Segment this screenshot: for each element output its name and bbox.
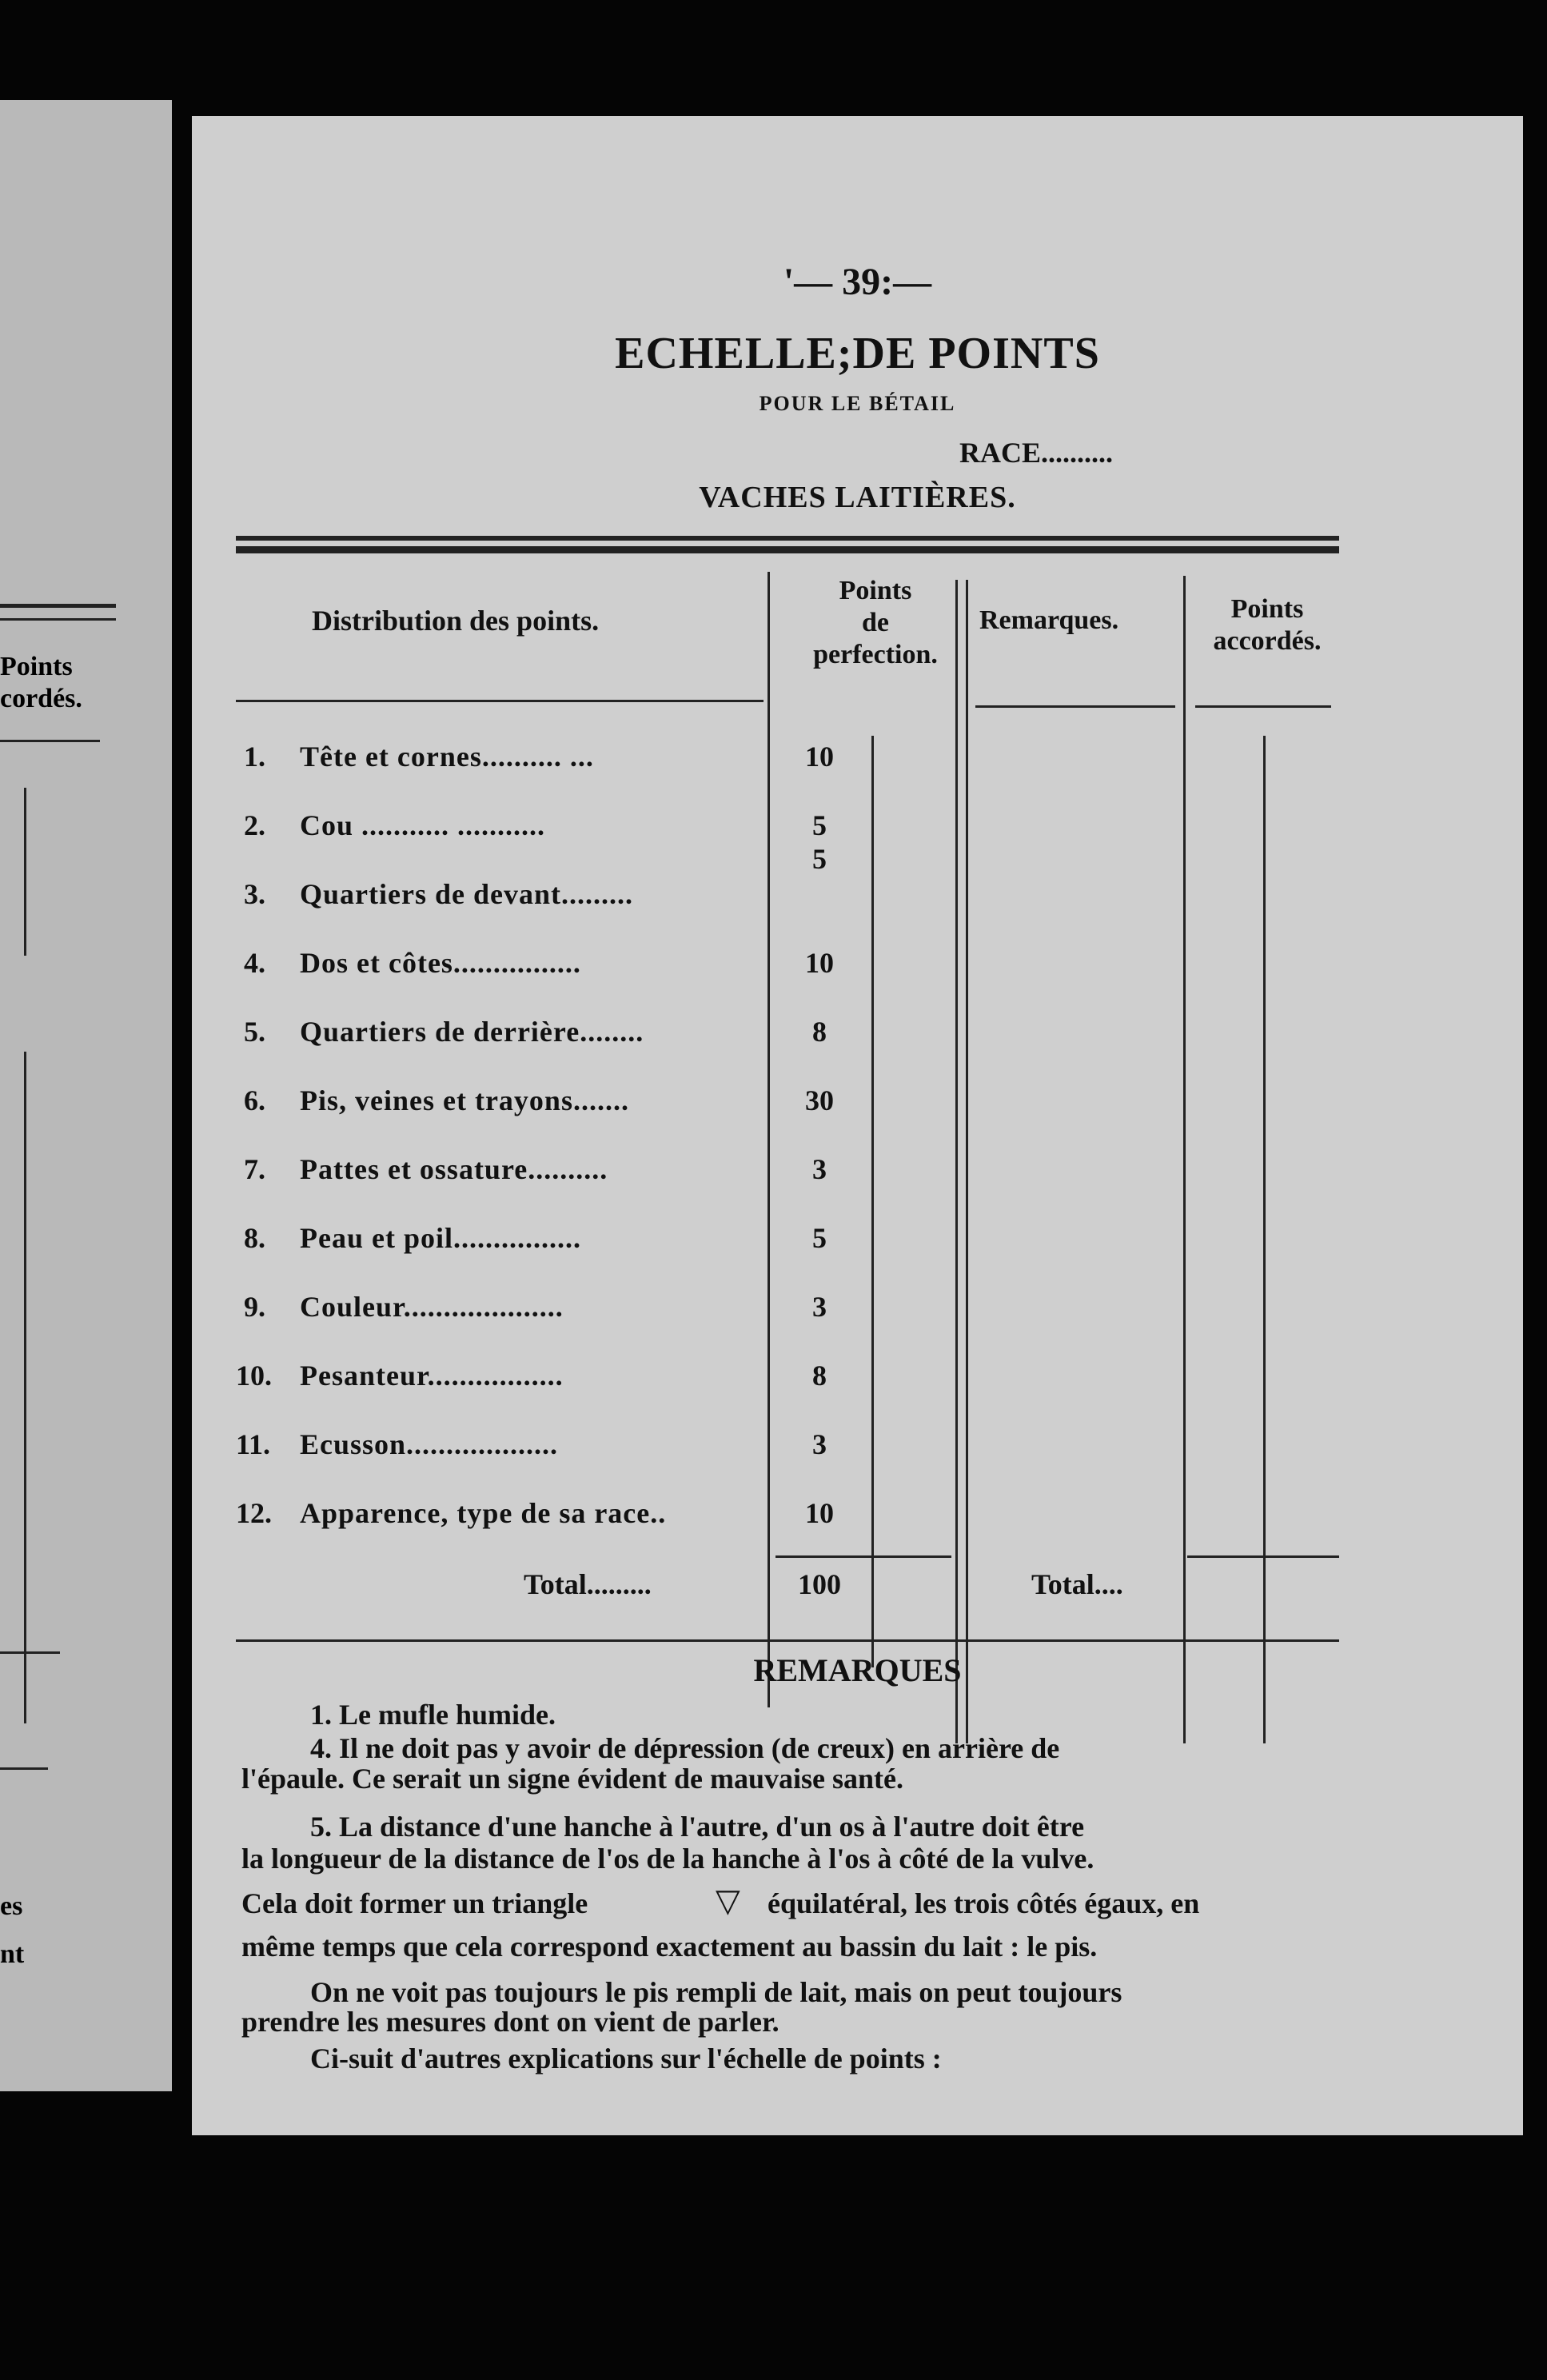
column-rule [24, 1052, 26, 1723]
row-number: 3. [244, 878, 265, 910]
divider [0, 740, 100, 742]
remarks-heading: REMARQUES [753, 1652, 962, 1688]
row-label: Quartiers de devant......... [300, 878, 633, 910]
row-number: 7. [244, 1153, 265, 1185]
col-header-accordes: accordés. [1213, 626, 1322, 656]
header-rule [236, 536, 1339, 541]
divider [0, 604, 116, 608]
row-label: Dos et côtes................ [300, 947, 581, 979]
row-value: 3 [812, 1153, 827, 1185]
remark-line: l'épaule. Ce serait un signe évident de mauvaise santé. [241, 1763, 903, 1795]
row-label: Pattes et ossature.......... [300, 1153, 608, 1185]
row-value: 8 [812, 1016, 827, 1048]
column-underline [1195, 705, 1331, 708]
row-value: 5 [812, 809, 827, 841]
remark-line: Cela doit former un triangle [241, 1887, 588, 1919]
column-rule [24, 788, 26, 956]
triangle-icon: ▽ [716, 1883, 740, 1919]
row-value: 10 [805, 741, 834, 773]
row-value: 10 [805, 947, 834, 979]
page-subtitle: POUR LE BÉTAIL [759, 392, 956, 415]
row-number: 9. [244, 1291, 265, 1323]
table-bottom-rule [236, 1639, 1339, 1642]
column-rule [966, 580, 968, 1743]
row-value: 3 [812, 1428, 827, 1460]
column-rule [1183, 576, 1186, 1743]
left-page-fragment [0, 100, 172, 2091]
row-label: Tête et cornes.......... ... [300, 741, 594, 773]
total-label-remarques: Total.... [1031, 1568, 1123, 1600]
row-value: 3 [812, 1291, 827, 1323]
row-value: 8 [812, 1360, 827, 1392]
left-fragment-text: es [0, 1891, 23, 1921]
column-underline [975, 705, 1175, 708]
page-number: '— 39:— [783, 261, 932, 303]
page-title: ECHELLE;DE POINTS [615, 329, 1100, 378]
divider [0, 618, 116, 621]
race-label: RACE.......... [959, 437, 1114, 469]
column-rule [955, 580, 958, 1743]
row-number: 5. [244, 1016, 265, 1048]
row-number: 4. [244, 947, 265, 979]
row-value: 10 [805, 1497, 834, 1529]
section-title: VACHES LAITIÈRES. [699, 481, 1016, 514]
column-rule [1263, 736, 1266, 1743]
row-value: 5 [812, 843, 827, 875]
remark-line: même temps que cela correspond exactement au bassin du lait : le pis. [241, 1931, 1098, 1963]
remark-line: Ci-suit d'autres explications sur l'échelle de points : [310, 2043, 942, 2075]
column-underline [236, 700, 764, 702]
col-header-points: Points [839, 576, 912, 605]
remark-line: On ne voit pas toujours le pis rempli de lait, mais on peut toujours [310, 1976, 1122, 2008]
total-label: Total......... [524, 1568, 652, 1600]
divider [0, 1767, 48, 1770]
remark-line: la longueur de la distance de l'os de la hanche à l'os à côté de la vulve. [241, 1843, 1094, 1875]
col-header-remarques: Remarques. [979, 605, 1119, 635]
document-page [192, 116, 1523, 2135]
row-label: Ecusson................... [300, 1428, 559, 1460]
row-label: Pesanteur................. [300, 1360, 564, 1392]
row-value: 30 [805, 1084, 834, 1116]
row-label: Apparence, type de sa race.. [300, 1497, 667, 1529]
col-header-points: perfection. [813, 640, 938, 669]
col-header-accordes: Points [1230, 594, 1304, 624]
left-header-line1: Points [0, 652, 73, 681]
left-header-line2: cordés. [0, 684, 82, 713]
left-fragment-text: nt [0, 1939, 25, 1969]
header-rule [236, 546, 1339, 553]
col-header-points: de [862, 608, 889, 637]
row-label: Peau et poil................ [300, 1222, 581, 1254]
row-number: 11. [236, 1428, 271, 1460]
remark-line: équilatéral, les trois côtés égaux, en [768, 1887, 1200, 1919]
divider [0, 1651, 60, 1654]
col-header-distribution: Distribution des points. [312, 605, 600, 637]
row-number: 10. [236, 1360, 272, 1392]
remark-line: 4. Il ne doit pas y avoir de dépression (de creux) en arrière de [310, 1732, 1060, 1764]
remark-line: 1. Le mufle humide. [310, 1699, 556, 1731]
column-rule [871, 736, 874, 1667]
column-rule [768, 572, 770, 1707]
remark-line: prendre les mesures dont on vient de parler. [241, 2006, 779, 2038]
row-value: 5 [812, 1222, 827, 1254]
row-number: 6. [244, 1084, 265, 1116]
row-number: 2. [244, 809, 265, 841]
row-number: 12. [236, 1497, 272, 1529]
row-number: 8. [244, 1222, 265, 1254]
remark-line: 5. La distance d'une hanche à l'autre, d'un os à l'autre doit être [310, 1811, 1085, 1843]
row-label: Couleur.................... [300, 1291, 564, 1323]
total-rule [1187, 1555, 1339, 1558]
row-label: Pis, veines et trayons....... [300, 1084, 629, 1116]
row-label: Cou ........... ........... [300, 809, 546, 841]
total-value: 100 [798, 1568, 841, 1600]
row-number: 1. [244, 741, 265, 773]
row-label: Quartiers de derrière........ [300, 1016, 644, 1048]
total-rule [775, 1555, 951, 1558]
